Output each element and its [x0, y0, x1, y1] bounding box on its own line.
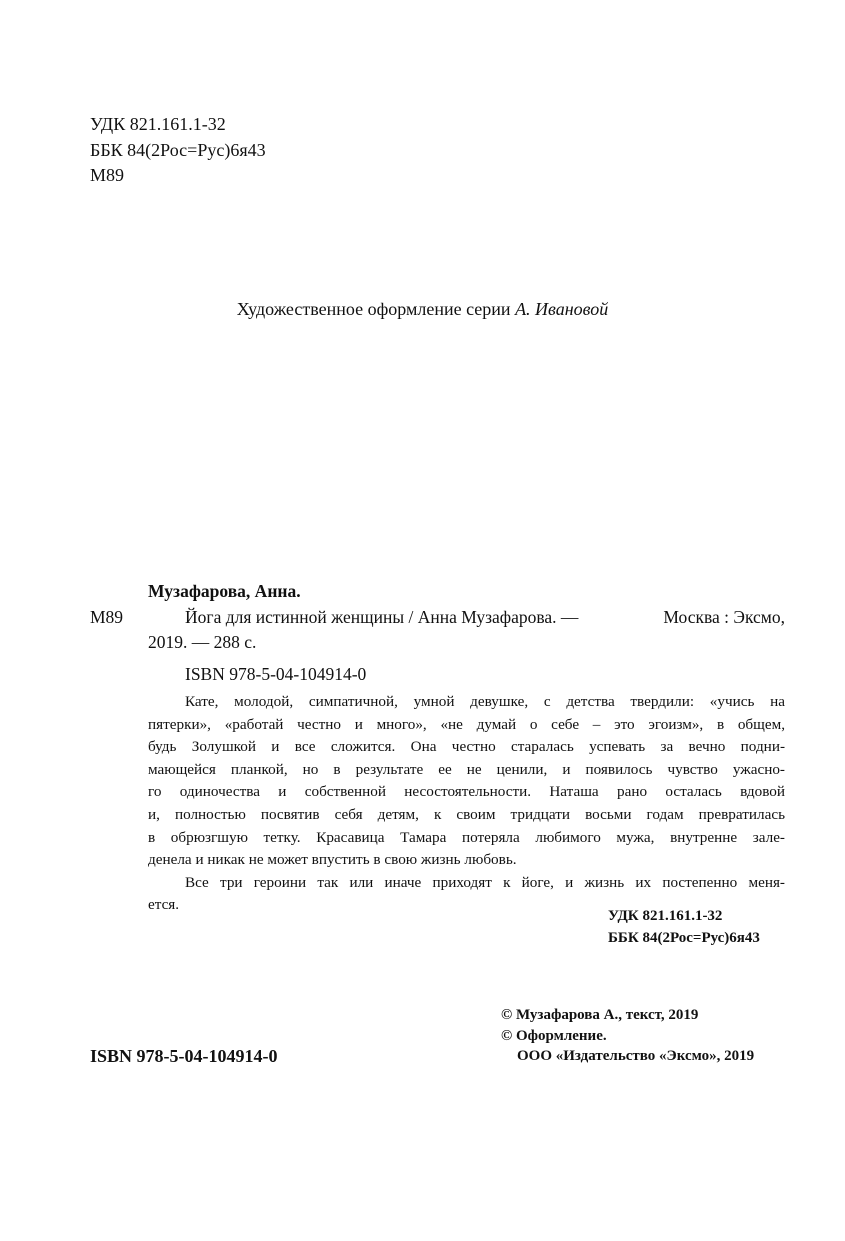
record-isbn: ISBN 978-5-04-104914-0: [185, 664, 367, 684]
bottom-udk-code: УДК 821.161.1-32: [608, 908, 723, 924]
record-author: Музафарова, Анна.: [148, 581, 301, 601]
copyright-design: © Оформление.: [501, 1027, 607, 1044]
annotation-line: денела и никак не может впустить в свою жизнь любовь.: [148, 851, 517, 869]
bottom-bbk-code: ББК 84(2Рос=Рус)6я43: [608, 929, 760, 946]
record-title-block: [148, 605, 785, 655]
cutter-code: М89: [90, 165, 125, 185]
annotation: [148, 691, 785, 917]
annotation-line: будь Золушкой и все сложится. Она честно старалась успевать за вечно подни-: [148, 738, 785, 756]
copyright-publisher: ООО «Издательство «Эксмо», 2019: [517, 1048, 755, 1064]
udk-code: УДК 821.161.1-32: [90, 114, 226, 134]
copyright-text: © Музафарова А., текст, 2019: [501, 1007, 699, 1023]
annotation-line: Кате, молодой, симпатичной, умной девушке, с детства твердили: «учись на: [185, 693, 785, 710]
bbk-code: ББК 84(2Рос=Рус)6я43: [90, 139, 266, 160]
record-title-line-2: 2019. — 288 с.: [148, 632, 257, 652]
record-title-right: Москва : Эксмо,: [663, 607, 785, 627]
annotation-line: ется.: [148, 896, 180, 914]
annotation-line: пятерки», «работай честно и много», «не думай о себе – это эгоизм», в общем,: [148, 715, 785, 733]
annotation-line: и, полностью посвятив себя детям, к своим тридцати восьми годам превратилась: [148, 805, 785, 823]
record-title-line-1: [148, 605, 785, 630]
design-credit-name: А. Ивановой: [515, 299, 609, 319]
isbn-bottom: ISBN 978-5-04-104914-0: [90, 1046, 278, 1066]
design-credit-prefix: Художественное оформление серии: [236, 299, 511, 319]
annotation-line: Все три героини так или иначе приходят к йоге, и жизнь их постепенно меня-: [185, 873, 785, 891]
record-cutter: М89: [90, 607, 124, 627]
annotation-line: го одиночества и собственной несостоятельности. Наташа рано осталась вдовой: [148, 783, 785, 801]
record-title-left: Йога для истинной женщины / Анна Музафарова. —: [185, 607, 579, 627]
bottom-classification-codes: [608, 906, 760, 949]
annotation-line: в обрюзгшую тетку. Красавица Тамара потеряла любимого мужа, внутренне зале-: [148, 828, 785, 846]
copyright-block: [501, 1005, 754, 1067]
design-credit: [0, 297, 845, 321]
top-classification-codes: [90, 112, 266, 189]
annotation-line: мающейся планкой, но в результате ее не ценили, и появилось чувство ужасно-: [148, 760, 785, 778]
